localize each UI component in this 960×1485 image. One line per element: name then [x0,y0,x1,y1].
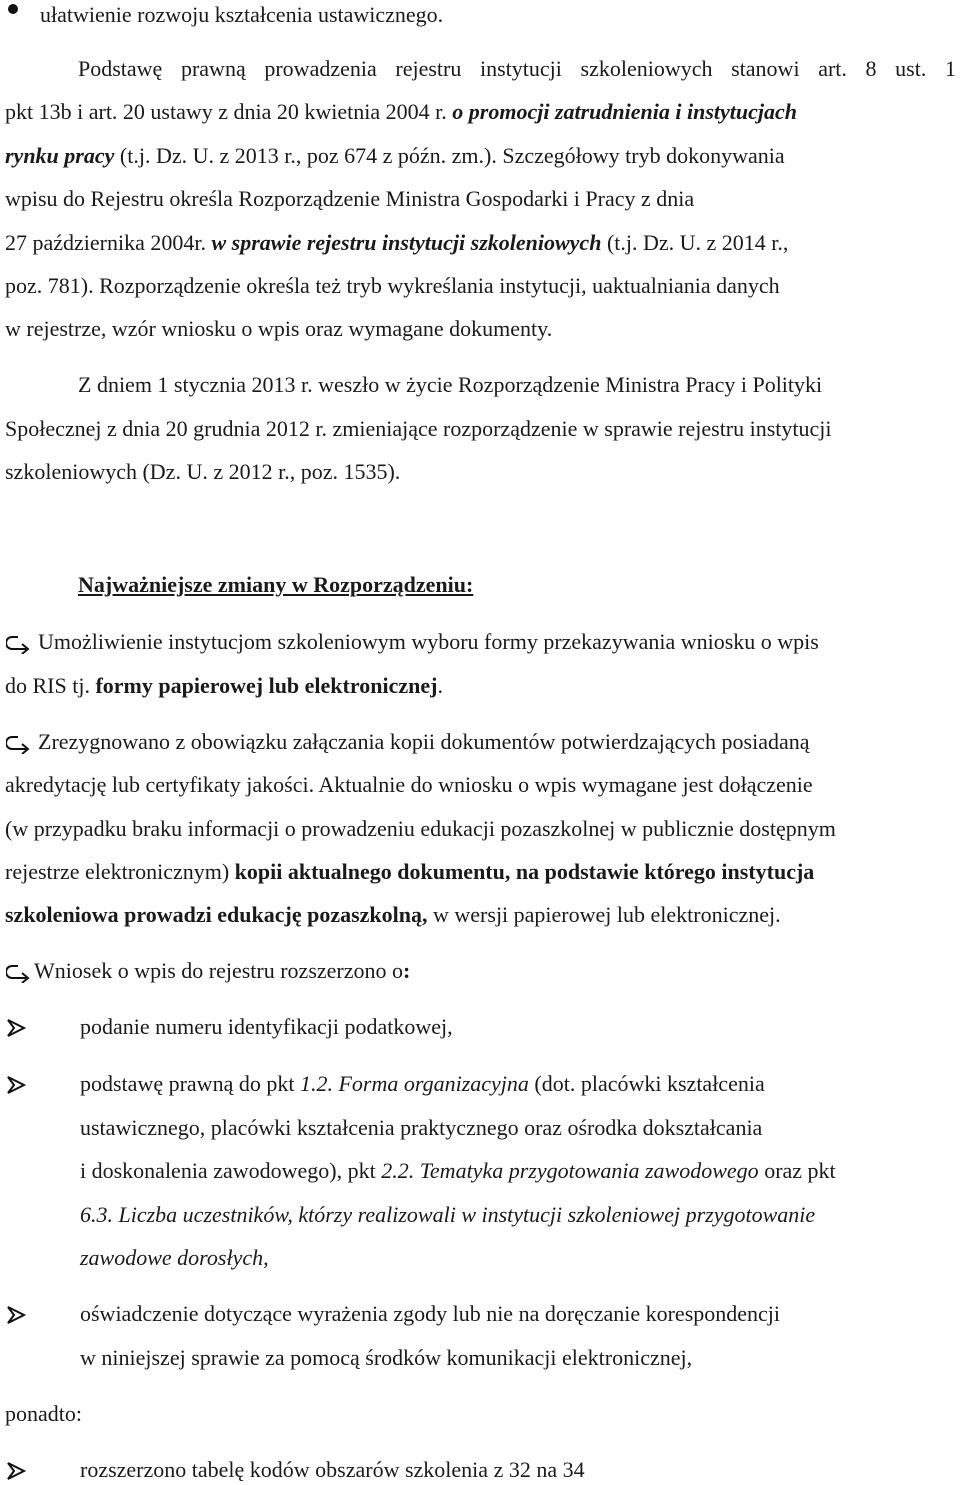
text-run: . [437,673,443,698]
arrow-item2-line5 [5,900,956,930]
para1-line4: wpisu do Rejestru określa Rozporządzenie Ministra Gospodarki i Pracy z dnia [5,186,695,211]
bold-run: formy papierowej lub elektronicznej [95,673,438,698]
arrow-item2-line2: akredytację lub certyfikaty jakości. Aktualnie do wniosku o wpis wymagane jest dołączenie [5,772,813,797]
section-heading: Najważniejsze zmiany w Rozporządzeniu: [78,572,474,597]
sub-item2-line5: zawodowe dorosłych, [80,1245,269,1270]
para1-line3 [5,141,956,171]
para1-line7: w rejestrze, wzór wniosku o wpis oraz wymagane dokumenty. [5,316,553,341]
para1-line5 [5,228,956,258]
text-run: do RIS tj. [5,673,96,698]
sub-item2-line1 [80,1069,956,1099]
hook-arrow-right-icon [6,634,32,654]
sub-item2-line3 [80,1156,956,1186]
para2-line1: Z dniem 1 stycznia 2013 r. weszło w życie Rozporządzenie Ministra Pracy i Polityki [78,372,823,397]
sub-item1: podanie numeru identyfikacji podatkowej, [80,1014,453,1039]
law-title-italic: o promocji zatrudnienia i instytucjach [452,99,797,124]
text-run: 27 października 2004r. [5,230,212,255]
para1-line2 [5,97,956,127]
arrowhead-bullet-icon [6,1074,28,1096]
text-run: pkt 13b i art. 20 ustawy z dnia 20 kwietnia 2004 r. [5,99,453,124]
sub-item3-line2: w niniejszej sprawie za pomocą środków komunikacji elektronicznej, [80,1345,693,1370]
bullet-text: ułatwienie rozwoju kształcenia ustawicznego. [40,2,444,27]
text-run: (dot. placówki kształcenia [528,1071,765,1096]
para2-line2: Społecznej z dnia 20 grudnia 2012 r. zmieniające rozporządzenie w sprawie rejestru instytucji [5,416,832,441]
hook-arrow-right-icon [6,963,32,983]
italic-run: 2.2. Tematyka przygotowania zawodowego [381,1158,759,1183]
regulation-title-italic: w sprawie rejestru instytucji szkoleniowych [211,230,602,255]
arrowhead-bullet-icon [6,1304,28,1326]
arrow-item1-line2 [5,671,956,701]
sub-item3-line1: oświadczenie dotyczące wyrażenia zgody lub nie na doręczanie korespondencji [80,1301,781,1326]
text-run: oraz pkt [758,1158,836,1183]
para1-line6: poz. 781). Rozporządzenie określa też tryb wykreślania instytucji, uaktualniania danych [5,273,780,298]
text-run: podstawę prawną do pkt [80,1071,300,1096]
para1-line1: Podstawę prawną prowadzenia rejestru instytucji szkoleniowych stanowi art. 8 ust. 1 [78,56,956,81]
arrow-item2-line1: Zrezygnowano z obowiązku załączania kopii dokumentów potwierdzających posiadaną [38,729,810,754]
hook-arrow-right-icon [6,734,32,754]
arrowhead-bullet-icon [6,1460,28,1482]
bold-run: szkoleniowa prowadzi edukację pozaszkolną, [5,902,428,927]
arrow-item3-line1 [34,956,410,986]
sub-item2-line2: ustawicznego, placówki kształcenia praktycznego oraz ośrodka dokształcania [80,1115,763,1140]
sub-item4: rozszerzono tabelę kodów obszarów szkolenia z 32 na 34 [80,1457,585,1482]
arrow-item2-line4 [5,857,956,887]
text-run: (t.j. Dz. U. z 2014 r., [601,230,789,255]
arrow-item1-line1: Umożliwienie instytucjom szkoleniowym wyboru formy przekazywania wniosku o wpis [38,629,819,654]
text-run: Wniosek o wpis do rejestru rozszerzono o [34,958,404,983]
text-run: i doskonalenia zawodowego), pkt [80,1158,382,1183]
law-title-italic: rynku pracy [5,143,115,168]
ponadto-label: ponadto: [5,1401,82,1426]
bullet-dot-icon [8,4,18,14]
arrow-item2-line3: (w przypadku braku informacji o prowadzeniu edukacji pozaszkolnej w publicznie dostępnym [5,816,836,841]
text-run: (t.j. Dz. U. z 2013 r., poz 674 z późn. zm.). Szczegółowy tryb dokonywania [114,143,785,168]
arrowhead-bullet-icon [6,1017,28,1039]
bold-run: kopii aktualnego dokumentu, na podstawie którego instytucja [234,859,815,884]
text-run: w wersji papierowej lub elektronicznej. [427,902,781,927]
text-run: rejestrze elektronicznym) [5,859,235,884]
italic-run: 1.2. Forma organizacyjna [299,1071,529,1096]
bold-run: : [403,958,411,983]
para2-line3: szkoleniowych (Dz. U. z 2012 r., poz. 1535). [5,459,401,484]
sub-item2-line4: 6.3. Liczba uczestników, którzy realizowali w instytucji szkoleniowej przygotowanie [80,1202,816,1227]
